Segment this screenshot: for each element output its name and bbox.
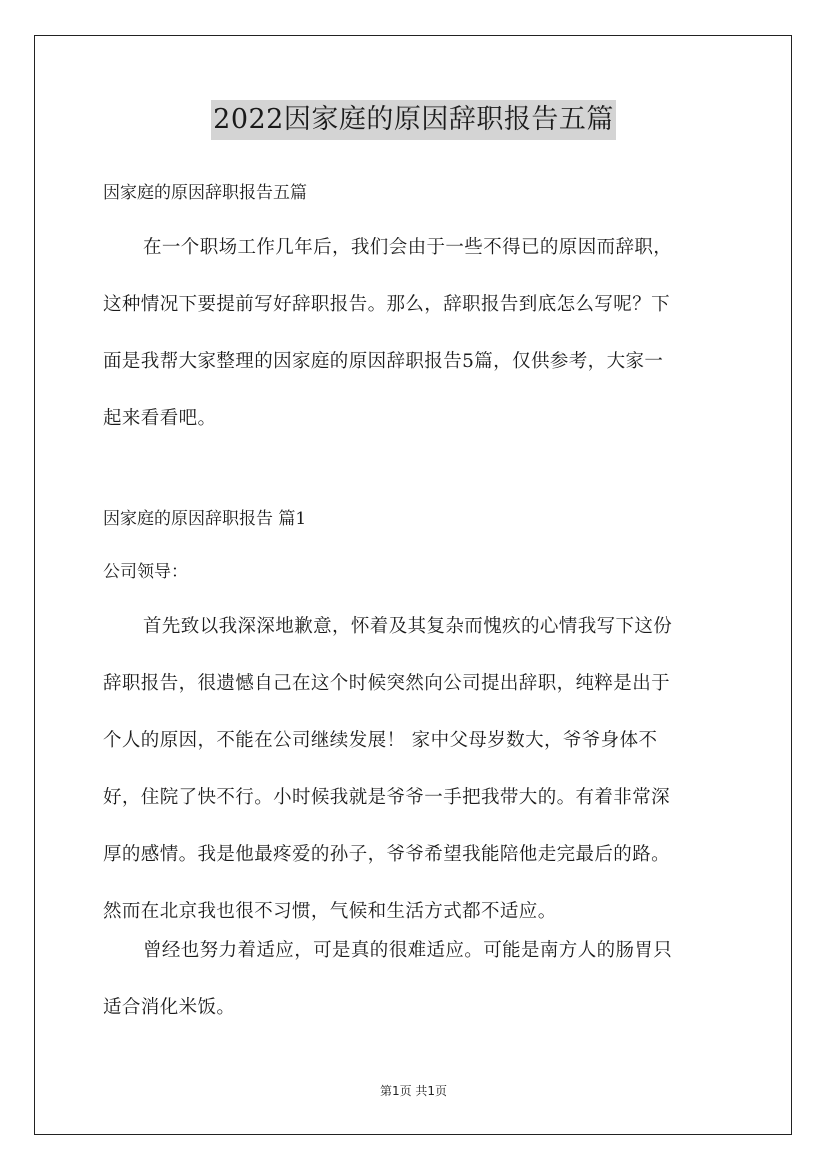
body-line: 首先致以我深深地歉意，怀着及其复杂而愧疚的心情我写下这份	[143, 616, 673, 637]
body-line: 辞职报告，很遗憾自己在这个时候突然向公司提出辞职，纯粹是出于	[103, 673, 671, 694]
body-line: 厚的感情。我是他最疼爱的孙子，爷爷希望我能陪他走完最后的路。	[103, 844, 671, 865]
intro-line: 在一个职场工作几年后，我们会由于一些不得已的原因而辞职，	[143, 237, 673, 258]
body-line: 个人的原因，不能在公司继续发展！ 家中父母岁数大，爷爷身体不	[103, 730, 658, 751]
body-line: 适合消化米饭。	[103, 997, 236, 1018]
document-title: 2022因家庭的原因辞职报告五篇	[211, 100, 616, 140]
intro-paragraph	[103, 219, 728, 447]
body-paragraph-2	[103, 922, 728, 1036]
salutation: 公司领导：	[103, 562, 188, 582]
body-line: 好，住院了快不行。小时候我就是爷爷一手把我带大的。有着非常深	[103, 787, 671, 808]
title-container	[0, 100, 827, 140]
intro-line: 起来看看吧。	[103, 408, 217, 429]
page-footer: 第1页 共1页	[379, 1084, 448, 1098]
document-subtitle: 因家庭的原因辞职报告五篇	[103, 183, 307, 203]
body-paragraph-1	[103, 598, 728, 940]
intro-line: 这种情况下要提前写好辞职报告。那么，辞职报告到底怎么写呢？下	[103, 294, 671, 315]
body-line: 曾经也努力着适应，可是真的很难适应。可能是南方人的肠胃只	[143, 940, 673, 961]
section-heading: 因家庭的原因辞职报告 篇1	[103, 509, 307, 529]
body-line: 然而在北京我也很不习惯，气候和生活方式都不适应。	[103, 901, 557, 922]
intro-line: 面是我帮大家整理的因家庭的原因辞职报告5篇，仅供参考，大家一	[103, 351, 664, 372]
